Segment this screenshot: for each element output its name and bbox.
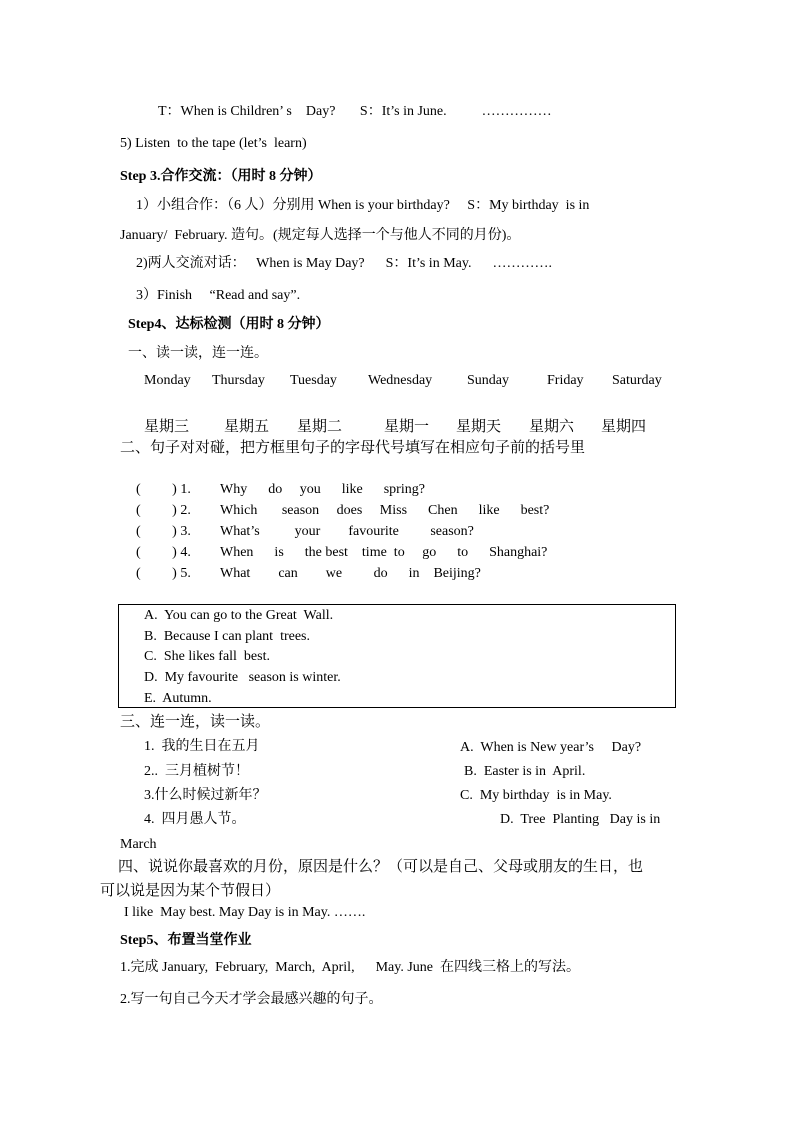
homework-item-1: 1.完成 January, February, March, April, May. June 在四线三格上的写法。 (120, 960, 580, 975)
step3-item-2: 2)两人交流对话： When is May Day? S：It’s in May. …………. (136, 256, 552, 271)
answer-option: D. My favourite season is winter. (144, 670, 341, 685)
weekday-en: Saturday (612, 373, 662, 388)
sentence-text: Which season does Miss Chen like best? (220, 503, 550, 518)
sentence-text: When is the best time to go to Shanghai? (220, 545, 548, 560)
question-4-example: I like May best. May Day is in May. ……. (124, 905, 366, 920)
match-right-item: D. Tree Planting Day is in (500, 812, 661, 827)
answer-option: C. She likes fall best. (144, 649, 270, 664)
weekday-en: Monday (144, 373, 191, 388)
match-left-item: 3.什么时候过新年？ (144, 788, 267, 803)
answer-option: B. Because I can plant trees. (144, 629, 310, 644)
weekday-cn: 星期四 (601, 419, 647, 435)
weekday-cn: 星期五 (224, 419, 270, 435)
weekday-en: Thursday (212, 373, 265, 388)
weekday-en: Tuesday (290, 373, 337, 388)
answer-blank[interactable]: ( ) 3. (136, 524, 191, 539)
match-left-item: 2.. 三月植树节！ (144, 764, 249, 779)
answer-blank[interactable]: ( ) 5. (136, 566, 191, 581)
weekday-en: Sunday (467, 373, 509, 388)
listen-tape-line: 5) Listen to the tape (let’s learn) (120, 136, 307, 151)
weekday-cn: 星期三 (144, 419, 190, 435)
sentence-text: Why do you like spring? (220, 482, 425, 497)
question-2-title: 二、句子对对碰，把方框里句子的字母代号填写在相应句子前的括号里 (120, 440, 586, 456)
question-4-title: 四、说说你最喜欢的月份，原因是什么？（可以是自己、父母或朋友的生日，也 (118, 859, 644, 875)
match-left-item: 1. 我的生日在五月 (144, 739, 260, 754)
weekday-cn: 星期六 (529, 419, 575, 435)
weekday-cn: 星期二 (297, 419, 343, 435)
question-4-title-cont: 可以说是因为某个节假日） (100, 883, 281, 899)
step3-item-1: 1）小组合作：（6 人）分别用 When is your birthday? S：My birthday is in (136, 198, 590, 213)
step3-item-1-cont: January/ February. 造句。(规定每人选择一个与他人不同的月份)。 (120, 228, 521, 243)
step3-item-3: 3）Finish “Read and say”. (136, 288, 301, 303)
weekday-cn: 星期一 (384, 419, 430, 435)
step4-heading: Step4、达标检测（用时 8 分钟） (128, 317, 330, 332)
answer-blank[interactable]: ( ) 1. (136, 482, 191, 497)
weekday-en: Friday (547, 373, 584, 388)
match-right-item: C. My birthday is in May. (460, 788, 612, 803)
question-1-title: 一、读一读，连一连。 (128, 346, 268, 361)
match-right-item-wrap: March (120, 837, 157, 852)
answer-option: A. You can go to the Great Wall. (144, 608, 334, 623)
answer-blank[interactable]: ( ) 2. (136, 503, 191, 518)
homework-item-2: 2.写一句自己今天才学会最感兴趣的句子。 (120, 992, 383, 1007)
step3-heading: Step 3.合作交流：（用时 8 分钟） (120, 169, 322, 184)
answer-blank[interactable]: ( ) 4. (136, 545, 191, 560)
sentence-text: What’s your favourite season? (220, 524, 474, 539)
match-right-item: A. When is New year’s Day? (460, 740, 642, 755)
weekday-cn: 星期天 (456, 419, 502, 435)
step5-heading: Step5、布置当堂作业 (120, 933, 252, 948)
sentence-text: What can we do in Beijing? (220, 566, 481, 581)
answer-option: E. Autumn. (144, 691, 212, 706)
match-left-item: 4. 四月愚人节。 (144, 812, 246, 827)
dialog-line-children-day: T：When is Children’ s Day? S：It’s in June. …………… (158, 104, 552, 119)
match-right-item: B. Easter is in April. (464, 764, 586, 779)
question-3-title: 三、连一连，读一读。 (120, 714, 271, 730)
weekday-en: Wednesday (368, 373, 433, 388)
